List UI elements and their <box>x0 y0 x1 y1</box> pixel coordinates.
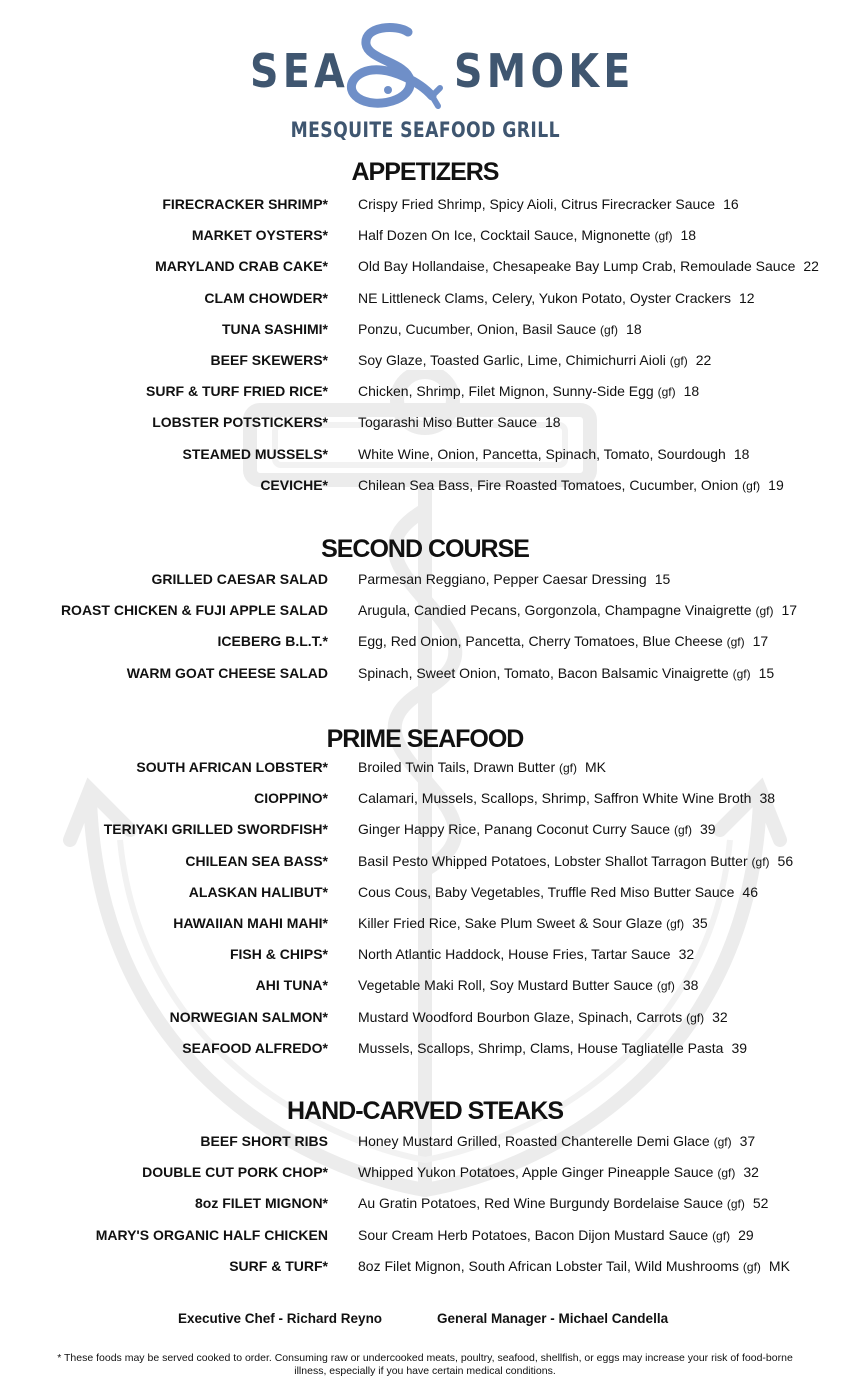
item-name: FISH & CHIPS* <box>229 946 328 963</box>
gluten-free-tag: (gf) <box>713 1135 732 1149</box>
item-description-line <box>358 602 797 618</box>
item-name: SURF & TURF* <box>229 1257 328 1274</box>
item-name: HAWAIIAN MAHI MAHI* <box>173 915 328 931</box>
item-name: LOBSTER POTSTICKERS* <box>152 414 328 431</box>
menu-item <box>0 633 850 653</box>
item-price: 18 <box>733 445 750 462</box>
item-description-line <box>358 1040 747 1056</box>
section-title: PRIME SEAFOOD <box>326 725 524 753</box>
item-description: Chilean Sea Bass, Fire Roasted Tomatoes, Cucumber, Onion <box>358 476 739 493</box>
item-description-line <box>358 383 699 399</box>
menu-item <box>0 1040 850 1060</box>
item-description: Broiled Twin Tails, Drawn Butter <box>358 759 556 775</box>
gluten-free-tag: (gf) <box>600 322 619 337</box>
menu-item <box>0 1195 850 1215</box>
item-name: AHI TUNA* <box>255 977 328 994</box>
item-name: FIRECRACKER SHRIMP* <box>162 196 328 212</box>
menu-item <box>0 290 850 310</box>
item-description: Killer Fried Rice, Sake Plum Sweet & Sour Glaze <box>358 915 663 931</box>
section-title: APPETIZERS <box>351 158 499 186</box>
item-description-line <box>358 227 696 243</box>
item-description-line <box>358 915 708 931</box>
item-description: Old Bay Hollandaise, Chesapeake Bay Lump Crab, Remoulade Sauce <box>358 258 796 275</box>
general-manager: General Manager - Michael Candella <box>437 1311 669 1326</box>
gluten-free-tag: (gf) <box>559 761 578 775</box>
gluten-free-tag: (gf) <box>726 635 745 650</box>
item-price: 56 <box>777 852 794 869</box>
item-price: 17 <box>781 602 798 619</box>
gluten-free-tag: (gf) <box>726 1197 745 1212</box>
menu-item <box>0 1164 850 1184</box>
item-description-line <box>358 352 711 368</box>
executive-chef: Executive Chef - Richard Reyno <box>178 1311 383 1326</box>
item-price: 15 <box>758 664 775 681</box>
item-description-line <box>358 321 642 337</box>
item-description-line <box>358 853 793 869</box>
menu-item <box>0 321 850 341</box>
item-price: MK <box>585 759 607 775</box>
item-name: NORWEGIAN SALMON* <box>169 1008 328 1025</box>
menu-item <box>0 977 850 997</box>
menu-item <box>0 821 850 841</box>
gluten-free-tag: (gf) <box>686 1010 705 1025</box>
item-price: 39 <box>731 1039 748 1056</box>
menu-item <box>0 571 850 591</box>
item-description: Ponzu, Cucumber, Onion, Basil Sauce <box>358 320 597 337</box>
item-price: 18 <box>626 320 642 337</box>
item-description: Cous Cous, Baby Vegetables, Truffle Red Miso Butter Sauce <box>358 883 735 900</box>
item-description-line <box>358 1258 790 1274</box>
item-price: 39 <box>699 821 716 838</box>
item-description-line <box>358 1164 759 1180</box>
menu-item <box>0 1258 850 1278</box>
item-description: Vegetable Maki Roll, Soy Mustard Butter Sauce <box>358 977 653 994</box>
item-description-line <box>358 790 775 806</box>
item-description: Spinach, Sweet Onion, Tomato, Bacon Balsamic Vinaigrette <box>358 664 729 681</box>
menu-item <box>0 853 850 873</box>
item-description-line <box>358 977 698 993</box>
item-name: STEAMED MUSSELS* <box>182 445 328 462</box>
item-description-line <box>358 414 561 430</box>
item-description: Sour Cream Herb Potatoes, Bacon Dijon Mustard Sauce <box>358 1226 709 1243</box>
menu-item <box>0 884 850 904</box>
item-description-line <box>358 821 716 837</box>
item-name: WARM GOAT CHEESE SALAD <box>126 664 328 681</box>
gluten-free-tag: (gf) <box>666 917 685 931</box>
brand-name-left: SEA <box>250 44 350 98</box>
item-name: MARY'S ORGANIC HALF CHICKEN <box>95 1226 328 1243</box>
item-price: 22 <box>803 258 819 275</box>
item-price: 17 <box>752 633 769 650</box>
gluten-free-tag: (gf) <box>755 604 774 619</box>
item-description-line <box>358 946 694 962</box>
menu-item <box>0 477 850 497</box>
menu-item <box>0 915 850 935</box>
gluten-free-tag: (gf) <box>717 1166 736 1181</box>
item-description: Mustard Woodford Bourbon Glaze, Spinach, Carrots <box>358 1008 683 1025</box>
item-description-line <box>358 477 784 493</box>
section-title: HAND-CARVED STEAKS <box>286 1097 563 1125</box>
item-description: Togarashi Miso Butter Sauce <box>358 414 537 431</box>
item-name: CIOPPINO* <box>254 790 328 807</box>
item-name: 8oz FILET MIGNON* <box>195 1195 328 1212</box>
gluten-free-tag: (gf) <box>712 1228 731 1243</box>
item-description-line <box>358 571 670 587</box>
item-name: SOUTH AFRICAN LOBSTER* <box>136 759 328 775</box>
item-description: Mussels, Scallops, Shrimp, Clams, House Tagliatelle Pasta <box>358 1039 724 1056</box>
item-name: MARYLAND CRAB CAKE* <box>155 258 328 275</box>
menu-item <box>0 1227 850 1247</box>
item-name: ICEBERG B.L.T.* <box>217 633 328 650</box>
item-name: TERIYAKI GRILLED SWORDFISH* <box>103 821 328 838</box>
item-price: 22 <box>695 352 712 368</box>
item-name: ALASKAN HALIBUT* <box>188 883 328 900</box>
gluten-free-tag: (gf) <box>742 478 761 493</box>
item-price: 37 <box>739 1133 756 1149</box>
item-description: Basil Pesto Whipped Potatoes, Lobster Shallot Tarragon Butter <box>358 852 748 869</box>
ampersand-fish-icon <box>336 18 446 118</box>
item-price: 12 <box>738 289 755 306</box>
food-safety-disclaimer: * These foods may be served cooked to order. Consuming raw or undercooked meats, poultry, seafood, shellfish, or eggs may increase your risk of food-borne illness, especially if you have certain medical conditions. <box>57 1352 793 1377</box>
item-description-line <box>358 1227 754 1243</box>
section-title: SECOND COURSE <box>321 535 529 563</box>
item-description: Chicken, Shrimp, Filet Mignon, Sunny-Side Egg <box>358 383 654 400</box>
menu-item <box>0 352 850 372</box>
item-price: 29 <box>738 1226 754 1243</box>
menu-item <box>0 759 850 779</box>
item-price: 38 <box>759 790 776 807</box>
menu-item <box>0 1009 850 1029</box>
brand-subtitle: MESQUITE SEAFOOD GRILL <box>290 118 560 142</box>
item-price: 16 <box>723 196 739 212</box>
item-name: CHILEAN SEA BASS* <box>185 852 328 869</box>
menu-item <box>0 946 850 966</box>
gluten-free-tag: (gf) <box>669 354 688 368</box>
item-description: 8oz Filet Mignon, South African Lobster Tail, Wild Mushrooms <box>358 1257 740 1274</box>
item-price: 18 <box>544 414 561 431</box>
item-price: 32 <box>678 946 695 963</box>
item-name: GRILLED CAESAR SALAD <box>151 571 328 587</box>
item-price: 18 <box>683 383 700 400</box>
gluten-free-tag: (gf) <box>657 385 676 400</box>
item-description-line <box>358 258 819 274</box>
item-description-line <box>358 665 774 681</box>
item-description: Soy Glaze, Toasted Garlic, Lime, Chimichurri Aioli <box>358 352 666 368</box>
item-name: CLAM CHOWDER* <box>204 289 328 306</box>
item-price: 18 <box>680 227 697 244</box>
item-description-line <box>358 196 739 212</box>
gluten-free-tag: (gf) <box>654 229 673 244</box>
item-description: Arugula, Candied Pecans, Gorgonzola, Champagne Vinaigrette <box>358 602 752 619</box>
item-description: Honey Mustard Grilled, Roasted Chanterelle Demi Glace <box>358 1133 710 1149</box>
item-price: 19 <box>768 476 784 493</box>
menu-item <box>0 602 850 622</box>
item-description-line <box>358 759 606 775</box>
item-description: Half Dozen On Ice, Cocktail Sauce, Mignonette <box>358 227 651 244</box>
gluten-free-tag: (gf) <box>742 1259 761 1274</box>
item-description: Crispy Fried Shrimp, Spicy Aioli, Citrus Firecracker Sauce <box>358 196 716 212</box>
menu-item <box>0 665 850 685</box>
item-name: BEEF SHORT RIBS <box>200 1133 328 1149</box>
item-name: SURF & TURF FRIED RICE* <box>146 383 328 400</box>
gluten-free-tag: (gf) <box>732 666 751 681</box>
item-description-line <box>358 884 758 900</box>
menu-item <box>0 383 850 403</box>
item-price: 38 <box>682 977 699 994</box>
menu-item <box>0 446 850 466</box>
item-name: ROAST CHICKEN & FUJI APPLE SALAD <box>60 602 328 619</box>
menu-item <box>0 258 850 278</box>
gluten-free-tag: (gf) <box>751 854 770 869</box>
item-name: SEAFOOD ALFREDO* <box>182 1039 328 1056</box>
menu-item <box>0 414 850 434</box>
item-description-line <box>358 1009 728 1025</box>
item-price: 52 <box>752 1195 769 1212</box>
item-name: BEEF SKEWERS* <box>210 352 328 368</box>
item-name: MARKET OYSTERS* <box>191 227 328 244</box>
item-description: North Atlantic Haddock, House Fries, Tartar Sauce <box>358 946 671 963</box>
item-description-line <box>358 1195 768 1211</box>
item-description: White Wine, Onion, Pancetta, Spinach, Tomato, Sourdough <box>358 445 726 462</box>
item-description-line <box>358 290 755 306</box>
brand-name-right: SMOKE <box>454 44 635 98</box>
item-price: 46 <box>742 883 758 900</box>
item-price: 35 <box>692 915 708 931</box>
item-name: CEVICHE* <box>260 476 328 493</box>
item-description-line <box>358 1133 755 1149</box>
menu-item <box>0 790 850 810</box>
item-description: Parmesan Reggiano, Pepper Caesar Dressing <box>358 571 647 587</box>
gluten-free-tag: (gf) <box>673 823 692 838</box>
item-price: 32 <box>743 1164 759 1181</box>
item-description: Ginger Happy Rice, Panang Coconut Curry Sauce <box>358 821 671 838</box>
item-description-line <box>358 446 749 462</box>
brand-logo <box>0 14 850 124</box>
item-description: NE Littleneck Clams, Celery, Yukon Potato, Oyster Crackers <box>358 289 731 306</box>
item-description: Calamari, Mussels, Scallops, Shrimp, Saffron White Wine Broth <box>358 790 752 807</box>
item-description: Egg, Red Onion, Pancetta, Cherry Tomatoes, Blue Cheese <box>358 633 723 650</box>
menu-item <box>0 1133 850 1153</box>
item-description-line <box>358 633 768 649</box>
item-name: TUNA SASHIMI* <box>221 320 328 337</box>
item-price: MK <box>768 1257 790 1274</box>
item-price: 15 <box>654 571 671 587</box>
item-name: DOUBLE CUT PORK CHOP* <box>142 1164 328 1181</box>
item-description: Whipped Yukon Potatoes, Apple Ginger Pineapple Sauce <box>358 1164 714 1181</box>
item-description: Au Gratin Potatoes, Red Wine Burgundy Bordelaise Sauce <box>358 1195 723 1212</box>
gluten-free-tag: (gf) <box>656 979 675 994</box>
menu-item <box>0 196 850 216</box>
item-price: 32 <box>712 1008 728 1025</box>
menu-item <box>0 227 850 247</box>
